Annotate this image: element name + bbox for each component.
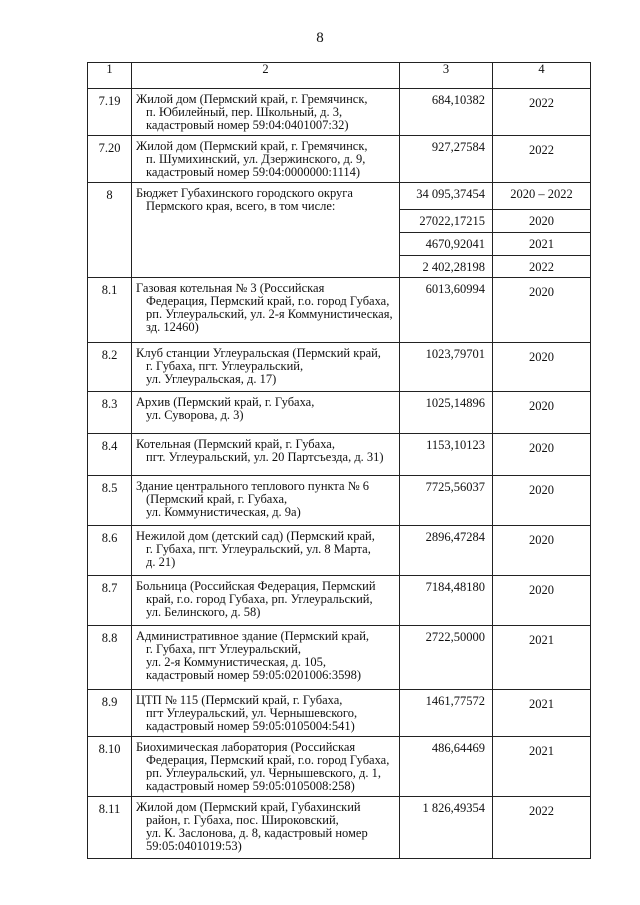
description-line: зд. 12460) xyxy=(146,320,199,334)
amount-value: 4670,92041 xyxy=(425,237,485,251)
amount-value: 927,27584 xyxy=(431,140,485,154)
description-line: п. Шумихинский, ул. Дзержинского, д. 9, xyxy=(146,152,366,166)
row-description-cell xyxy=(132,392,400,434)
description-line: ул. Коммунистическая, д. 9а) xyxy=(146,505,301,519)
description-line: Больница (Российская Федерация, Пермский xyxy=(136,579,376,593)
table-row xyxy=(88,737,591,797)
description-line: Котельная (Пермский край, г. Губаха, xyxy=(136,437,335,451)
table-row xyxy=(88,690,591,737)
description-line: г. Губаха, пгт. Углеуральский, xyxy=(146,359,304,373)
row-description xyxy=(132,526,399,572)
amount-value: 486,64469 xyxy=(431,741,485,755)
description-line: Архив (Пермский край, г. Губаха, xyxy=(136,395,315,409)
amount-cell xyxy=(400,576,493,626)
description-line: Федерация, Пермский край, г.о. город Губаха, xyxy=(146,294,390,308)
table-row xyxy=(88,434,591,476)
table-row xyxy=(88,278,591,343)
amount-cell xyxy=(400,89,493,136)
row-number: 8.1 xyxy=(101,283,118,297)
row-description-cell xyxy=(132,690,400,737)
amount-value: 2 402,28198 xyxy=(422,260,485,274)
amount-cell xyxy=(400,136,493,183)
year-cell xyxy=(493,183,591,210)
amount-cell xyxy=(400,278,493,343)
row-number: 7.19 xyxy=(98,94,121,108)
year-value: 2021 xyxy=(529,744,554,758)
year-value: 2020 – 2022 xyxy=(510,187,573,201)
description-line: ул. Суворова, д. 3) xyxy=(146,408,244,422)
amount-value: 1153,10123 xyxy=(426,438,485,452)
row-description-cell xyxy=(132,526,400,576)
year-cell xyxy=(493,233,591,256)
row-number-cell xyxy=(88,392,132,434)
row-description-cell xyxy=(132,434,400,476)
description-line: г. Губаха, пгт. Углеуральский, ул. 8 Марта, xyxy=(146,542,371,556)
table-header-row xyxy=(88,63,591,89)
year-value: 2020 xyxy=(529,285,554,299)
description-line: Жилой дом (Пермский край, г. Гремячинск, xyxy=(136,139,368,153)
row-number: 8.9 xyxy=(101,695,118,709)
row-description xyxy=(132,278,399,337)
amount-value: 1 826,49354 xyxy=(422,801,485,815)
description-line: г. Губаха, пгт Углеуральский, xyxy=(146,642,301,656)
description-line: Административное здание (Пермский край, xyxy=(136,629,370,643)
description-line: Газовая котельная № 3 (Российская xyxy=(136,281,325,295)
year-value: 2021 xyxy=(529,697,554,711)
row-description-cell xyxy=(132,797,400,859)
year-cell xyxy=(493,210,591,233)
row-number: 8.3 xyxy=(101,397,118,411)
row-description xyxy=(132,737,399,796)
description-line: ул. 2-я Коммунистическая, д. 105, xyxy=(146,655,326,669)
year-cell xyxy=(493,278,591,343)
row-description-cell xyxy=(132,278,400,343)
description-line: Жилой дом (Пермский край, Губахинский xyxy=(136,800,361,814)
table-row xyxy=(88,526,591,576)
row-number-cell xyxy=(88,89,132,136)
header-col-1: 1 xyxy=(88,63,132,89)
amount-cell xyxy=(400,626,493,690)
row-description-cell xyxy=(132,476,400,526)
amount-value: 7184,48180 xyxy=(425,580,485,594)
row-number-cell xyxy=(88,797,132,859)
year-value: 2020 xyxy=(529,399,554,413)
amount-cell xyxy=(400,210,493,233)
year-value: 2020 xyxy=(529,350,554,364)
amount-cell xyxy=(400,233,493,256)
amount-value: 27022,17215 xyxy=(419,214,485,228)
row-description-cell xyxy=(132,89,400,136)
row-description xyxy=(132,343,399,389)
table-row xyxy=(88,626,591,690)
row-number-cell xyxy=(88,278,132,343)
row-number-cell xyxy=(88,626,132,690)
year-value: 2020 xyxy=(529,483,554,497)
row-number: 8.11 xyxy=(98,802,121,816)
year-value: 2020 xyxy=(529,214,554,228)
amount-cell xyxy=(400,476,493,526)
amount-value: 1023,79701 xyxy=(425,347,485,361)
row-number-cell xyxy=(88,690,132,737)
table-row xyxy=(88,797,591,859)
amount-value: 2722,50000 xyxy=(425,630,485,644)
description-line: край, г.о. город Губаха, рп. Углеуральский, xyxy=(146,592,373,606)
page-number: 8 xyxy=(316,30,324,46)
description-line: Здание центрального теплового пункта № 6 xyxy=(136,479,370,493)
description-line: кадастровый номер 59:04:0000000:1114) xyxy=(146,165,361,179)
description-line: Пермского края, всего, в том числе: xyxy=(146,199,336,213)
year-value: 2022 xyxy=(529,96,554,110)
row-number-cell xyxy=(88,343,132,392)
year-cell xyxy=(493,576,591,626)
row-number-cell xyxy=(88,136,132,183)
year-cell xyxy=(493,256,591,278)
row-description-cell xyxy=(132,136,400,183)
amount-cell xyxy=(400,690,493,737)
year-cell xyxy=(493,434,591,476)
allocation-table xyxy=(87,62,591,859)
amount-value: 684,10382 xyxy=(431,93,485,107)
year-value: 2021 xyxy=(529,237,554,251)
table-row xyxy=(88,343,591,392)
table-row xyxy=(88,136,591,183)
row-description xyxy=(132,136,399,182)
description-line: кадастровый номер 59:04:0401007:32) xyxy=(146,118,349,132)
year-cell xyxy=(493,737,591,797)
amount-value: 1461,77572 xyxy=(425,694,485,708)
amount-cell xyxy=(400,343,493,392)
description-line: Нежилой дом (детский сад) (Пермский край, xyxy=(136,529,375,543)
row-number: 8.6 xyxy=(101,531,118,545)
table-row xyxy=(88,476,591,526)
row-number: 8.4 xyxy=(101,439,118,453)
amount-cell xyxy=(400,526,493,576)
row-number: 7.20 xyxy=(98,141,121,155)
description-line: ЦТП № 115 (Пермский край, г. Губаха, xyxy=(136,693,343,707)
description-line: Бюджет Губахинского городского округа xyxy=(136,186,353,200)
row-number: 8.2 xyxy=(101,348,118,362)
year-value: 2020 xyxy=(529,533,554,547)
amount-value: 34 095,37454 xyxy=(416,187,485,201)
row-description xyxy=(132,392,399,425)
year-value: 2022 xyxy=(529,143,554,157)
row-description-cell xyxy=(132,576,400,626)
row-number: 8.10 xyxy=(98,742,121,756)
row-number-cell xyxy=(88,737,132,797)
header-col-3: 3 xyxy=(400,63,493,89)
row-number-cell xyxy=(88,576,132,626)
year-value: 2022 xyxy=(529,260,554,274)
year-value: 2020 xyxy=(529,441,554,455)
row-description xyxy=(132,183,399,216)
row-number: 8.5 xyxy=(101,481,118,495)
row-description xyxy=(132,476,399,522)
table-row xyxy=(88,576,591,626)
description-line: Биохимическая лаборатория (Российская xyxy=(136,740,356,754)
description-line: д. 21) xyxy=(146,555,176,569)
amount-cell xyxy=(400,797,493,859)
description-line: Клуб станции Углеуральская (Пермский край, xyxy=(136,346,381,360)
header-col-2: 2 xyxy=(132,63,400,89)
description-line: 59:05:0401019:53) xyxy=(146,839,242,853)
description-line: кадастровый номер 59:05:0105008:258) xyxy=(146,779,355,793)
row-description-cell xyxy=(132,626,400,690)
year-value: 2022 xyxy=(529,804,554,818)
row-number-cell xyxy=(88,526,132,576)
amount-cell xyxy=(400,183,493,210)
row-description xyxy=(132,89,399,135)
amount-cell xyxy=(400,392,493,434)
description-line: пгт Углеуральский, ул. Чернышевского, xyxy=(146,706,358,720)
row-description xyxy=(132,690,399,736)
description-line: (Пермский край, г. Губаха, xyxy=(146,492,288,506)
year-value: 2020 xyxy=(529,583,554,597)
description-line: пгт. Углеуральский, ул. 20 Партсъезда, д. 31) xyxy=(146,450,384,464)
table-subrow xyxy=(88,183,591,210)
year-cell xyxy=(493,392,591,434)
row-number-cell xyxy=(88,183,132,278)
row-description xyxy=(132,434,399,467)
table-row xyxy=(88,392,591,434)
description-line: рп. Углеуральский, ул. 2-я Коммунистическая, xyxy=(146,307,393,321)
year-cell xyxy=(493,476,591,526)
row-number-cell xyxy=(88,476,132,526)
row-number: 8.8 xyxy=(101,631,118,645)
year-cell xyxy=(493,343,591,392)
amount-cell xyxy=(400,434,493,476)
row-description-cell xyxy=(132,183,400,278)
description-line: Федерация, Пермский край, г.о. город Губаха, xyxy=(146,753,390,767)
amount-value: 1025,14896 xyxy=(425,396,485,410)
year-cell xyxy=(493,626,591,690)
year-cell xyxy=(493,690,591,737)
year-cell xyxy=(493,797,591,859)
description-line: кадастровый номер 59:05:0201006:3598) xyxy=(146,668,361,682)
row-number: 8 xyxy=(106,188,113,202)
description-line: ул. К. Заслонова, д. 8, кадастровый номер xyxy=(146,826,368,840)
row-description xyxy=(132,576,399,622)
year-cell xyxy=(493,526,591,576)
amount-value: 7725,56037 xyxy=(425,480,485,494)
header-col-4: 4 xyxy=(493,63,591,89)
amount-cell xyxy=(400,256,493,278)
row-number: 8.7 xyxy=(101,581,118,595)
description-line: рп. Углеуральский, ул. Чернышевского, д. 1, xyxy=(146,766,381,780)
year-value: 2021 xyxy=(529,633,554,647)
row-description-cell xyxy=(132,343,400,392)
amount-value: 6013,60994 xyxy=(425,282,485,296)
description-line: ул. Углеуральская, д. 17) xyxy=(146,372,277,386)
year-cell xyxy=(493,89,591,136)
row-number-cell xyxy=(88,434,132,476)
description-line: ул. Белинского, д. 58) xyxy=(146,605,261,619)
table-row xyxy=(88,89,591,136)
amount-value: 2896,47284 xyxy=(425,530,485,544)
row-description xyxy=(132,626,399,685)
year-cell xyxy=(493,136,591,183)
description-line: Жилой дом (Пермский край, г. Гремячинск, xyxy=(136,92,368,106)
row-description xyxy=(132,797,399,856)
amount-cell xyxy=(400,737,493,797)
row-description-cell xyxy=(132,737,400,797)
description-line: кадастровый номер 59:05:0105004:541) xyxy=(146,719,355,733)
description-line: район, г. Губаха, пос. Широковский, xyxy=(146,813,339,827)
description-line: п. Юбилейный, пер. Школьный, д. 3, xyxy=(146,105,343,119)
